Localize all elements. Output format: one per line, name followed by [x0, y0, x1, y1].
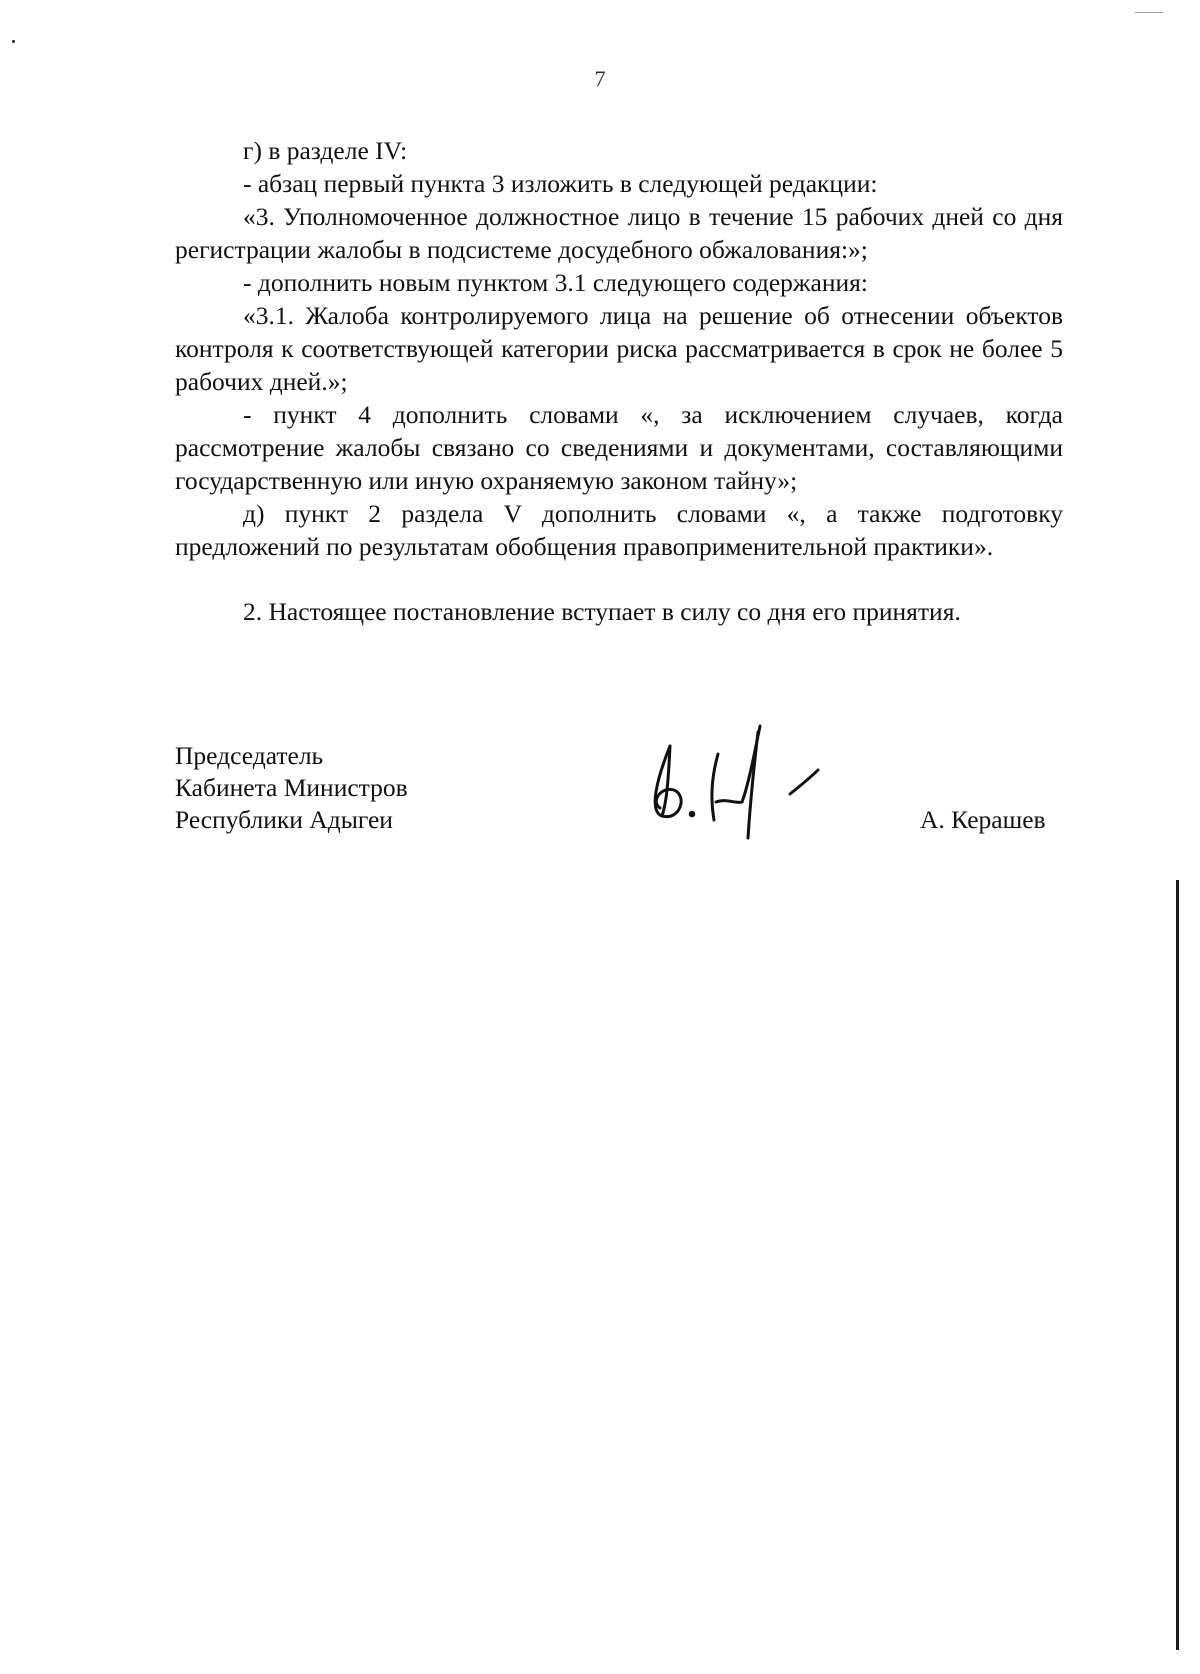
paragraph: - дополнить новым пунктом 3.1 следующего содержания:: [243, 268, 868, 297]
position-line: Председатель: [175, 741, 324, 770]
document-body: [175, 134, 1063, 628]
final-paragraph: 2. Настоящее постановление вступает в силу со дня его принятия.: [243, 597, 961, 626]
page-number: 7: [594, 66, 606, 91]
paragraph: «3. Уполномоченное должностное лицо в течение 15 рабочих дней со дня регистрации жалобы в подсистеме досудебного обжалования:»;: [175, 202, 1063, 264]
scan-artifact-top: [1135, 12, 1163, 13]
paragraph: - абзац первый пункта 3 изложить в следующей редакции:: [243, 169, 878, 198]
scan-edge-line: [1176, 880, 1179, 1650]
paragraph: - пункт 4 дополнить словами «, за исключением случаев, когда рассмотрение жалобы связано со сведениями и документами, составляющими государственную или иную охраняемую законом тайну»;: [175, 400, 1063, 495]
position-line: Республики Адыгеи: [175, 805, 393, 834]
position-line: Кабинета Министров: [175, 773, 408, 802]
scan-dot: [12, 40, 15, 43]
paragraph: д) пункт 2 раздела V дополнить словами «, а также подготовку предложений по результатам обобщения правоприменительной практики».: [175, 499, 1063, 561]
signatory-position: [175, 740, 408, 836]
handwritten-signature: [640, 716, 830, 846]
paragraph: г) в разделе IV:: [243, 136, 408, 165]
signer-name: А. Керашев: [920, 805, 1046, 834]
paragraph: «3.1. Жалоба контролируемого лица на решение об отнесении объектов контроля к соответствующей категории риска рассматривается в срок не более 5 рабочих дней.»;: [175, 301, 1063, 396]
